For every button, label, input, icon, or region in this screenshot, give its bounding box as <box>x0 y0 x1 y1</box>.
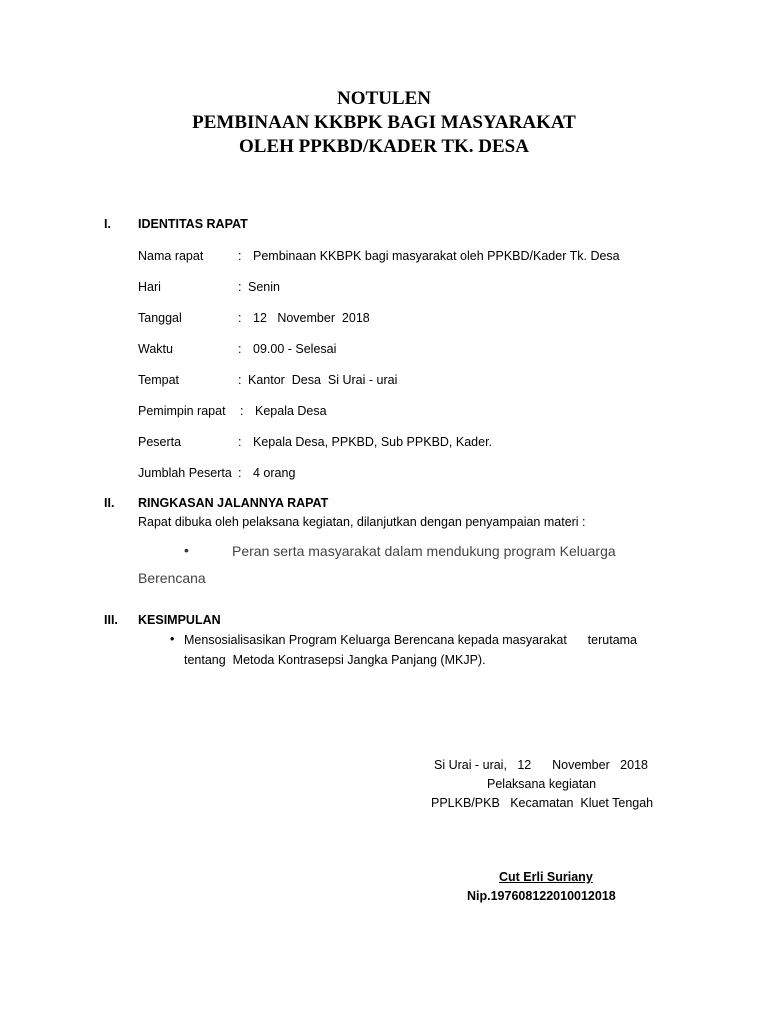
section-2-bullet-line-2: Berencana <box>138 570 206 586</box>
section-2-heading: RINGKASAN JALANNYA RAPAT <box>138 496 329 510</box>
row-value: 4 orang <box>253 466 296 480</box>
document-subtitle-2: OLEH PPKBD/KADER TK. DESA <box>239 136 529 157</box>
document-title: NOTULEN <box>337 88 431 109</box>
row-label: Jumblah Peserta <box>138 466 232 480</box>
signatory-nip: Nip.197608122010012018 <box>467 889 616 903</box>
signature-place-date: Si Urai - urai, 12 November 2018 <box>434 758 648 772</box>
bullet-dot-icon: • <box>184 542 189 558</box>
row-label: Hari <box>138 280 161 294</box>
row-label: Waktu <box>138 342 173 356</box>
row-value: 09.00 - Selesai <box>253 342 337 356</box>
section-1-heading: IDENTITAS RAPAT <box>138 217 248 231</box>
section-1-numeral: I. <box>104 217 111 231</box>
row-label: Pemimpin rapat <box>138 404 226 418</box>
section-2-intro: Rapat dibuka oleh pelaksana kegiatan, dilanjutkan dengan penyampaian materi : <box>138 515 586 529</box>
row-label: Tempat <box>138 373 179 387</box>
section-2-numeral: II. <box>104 496 115 510</box>
row-value: Pembinaan KKBPK bagi masyarakat oleh PPKBD/Kader Tk. Desa <box>253 249 620 263</box>
section-3-heading: KESIMPULAN <box>138 613 221 627</box>
row-value: Senin <box>248 280 280 294</box>
row-value: Kantor Desa Si Urai - urai <box>248 373 398 387</box>
row-colon: : <box>238 435 242 449</box>
row-colon: : <box>238 373 242 387</box>
signature-role: Pelaksana kegiatan <box>487 777 597 791</box>
row-label: Tanggal <box>138 311 182 325</box>
row-colon: : <box>240 404 244 418</box>
row-colon: : <box>238 280 242 294</box>
row-value: Kepala Desa <box>255 404 327 418</box>
row-colon: : <box>238 342 242 356</box>
row-value: Kepala Desa, PPKBD, Sub PPKBD, Kader. <box>253 435 493 449</box>
row-label: Peserta <box>138 435 182 449</box>
section-3-bullet-line-2: tentang Metoda Kontrasepsi Jangka Panjang (MKJP). <box>184 653 486 667</box>
section-3-numeral: III. <box>104 613 118 627</box>
row-colon: : <box>238 249 242 263</box>
section-3-bullet-line-1: Mensosialisasikan Program Keluarga Berencana kepada masyarakat terutama <box>184 633 638 647</box>
bullet-dot-icon: • <box>170 632 175 646</box>
row-label: Nama rapat <box>138 249 204 263</box>
row-colon: : <box>238 311 242 325</box>
document-subtitle: PEMBINAAN KKBPK BAGI MASYARAKAT <box>192 112 576 133</box>
signatory-name: Cut Erli Suriany <box>499 870 593 884</box>
section-2-bullet-line-1: Peran serta masyarakat dalam mendukung program Keluarga <box>232 543 616 559</box>
row-colon: : <box>238 466 242 480</box>
signature-organization: PPLKB/PKB Kecamatan Kluet Tengah <box>431 796 654 810</box>
row-value: 12 November 2018 <box>253 311 370 325</box>
